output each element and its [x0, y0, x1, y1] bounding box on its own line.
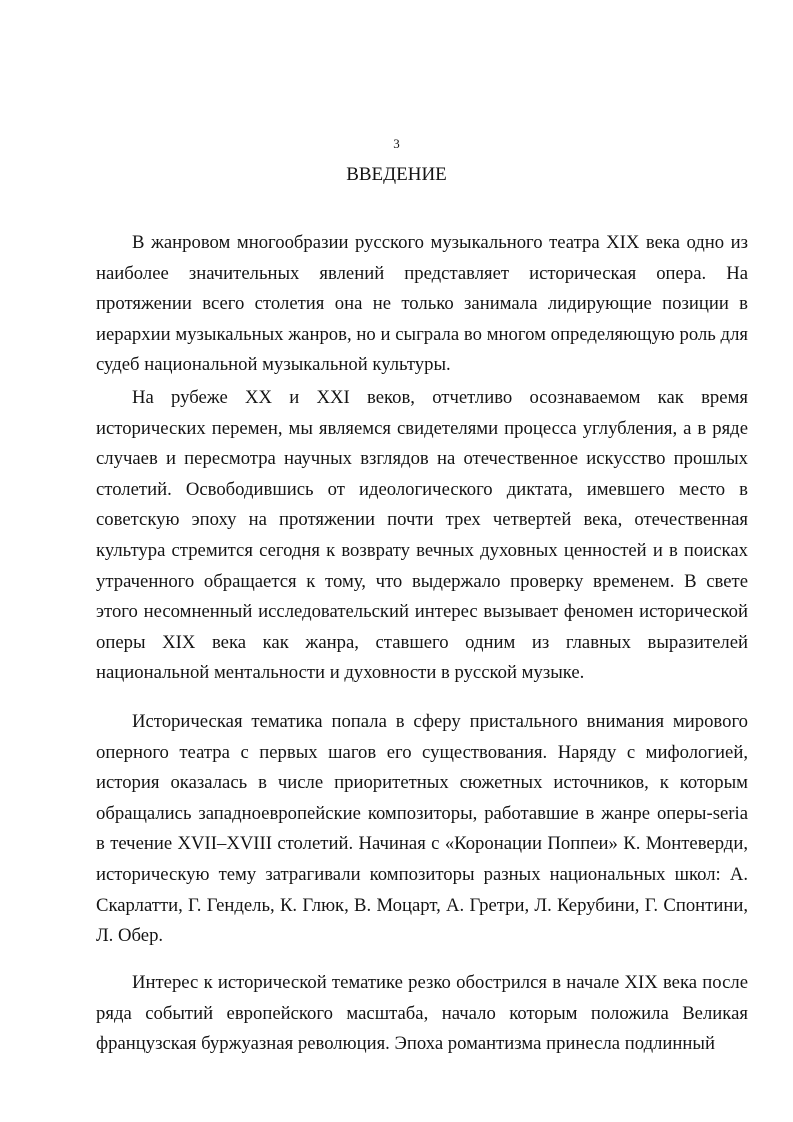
paragraph-2: На рубеже XX и XXI веков, отчетливо осознаваемом как время исторических перемен, мы являемся свидетелями процесса углубления, а в ряде случаев и пересмотра научных взглядов на отечественное искусство прошлых столетий. Освободившись от идеологического диктата, имевшего место в советскую эпоху на протяжении почти трех четвертей века, отечественная культура стремится сегодня к возврату вечных духовных ценностей и в поисках утраченного обращается к тому, что выдержало проверку временем. В свете этого несомненный исследовательский интерес вызывает феномен исторической оперы XIX века как жанра, ставшего одним из главных выразителей национальной ментальности и духовности в русской музыке.	[96, 387, 748, 684]
page-title: ВВЕДЕНИЕ	[346, 164, 447, 185]
paragraph-1: В жанровом многообразии русского музыкального театра XIX века одно из наиболее значительных явлений представляет историческая опера. На протяжении всего столетия она не только занимала лидирующие позиции в иерархии музыкальных жанров, но и сыграла во многом определяющую роль для судеб национальной музыкальной культуры.	[96, 232, 748, 376]
paragraph-3: Историческая тематика попала в сферу пристального внимания мирового оперного театра с первых шагов его существования. Наряду с мифологией, история оказалась в числе приоритетных сюжетных источников, к которым обращались западноевропейские композиторы, работавшие в жанре оперы-seria в течение XVII–XVIII столетий. Начиная с «Коронации Поппеи» К. Монтеверди, историческую тему затрагивали композиторы разных национальных школ: А. Скарлатти, Г. Гендель, К. Глюк, В. Моцарт, А. Гретри, Л. Керубини, Г. Спонтини, Л. Обер.	[96, 711, 748, 947]
paragraph-4: Интерес к исторической тематике резко обострился в начале XIX века после ряда событий европейского масштаба, начало которым положила Великая французская буржуазная революция. Эпоха романтизма принесла подлинный	[96, 972, 748, 1055]
page-number: 3	[393, 136, 400, 151]
